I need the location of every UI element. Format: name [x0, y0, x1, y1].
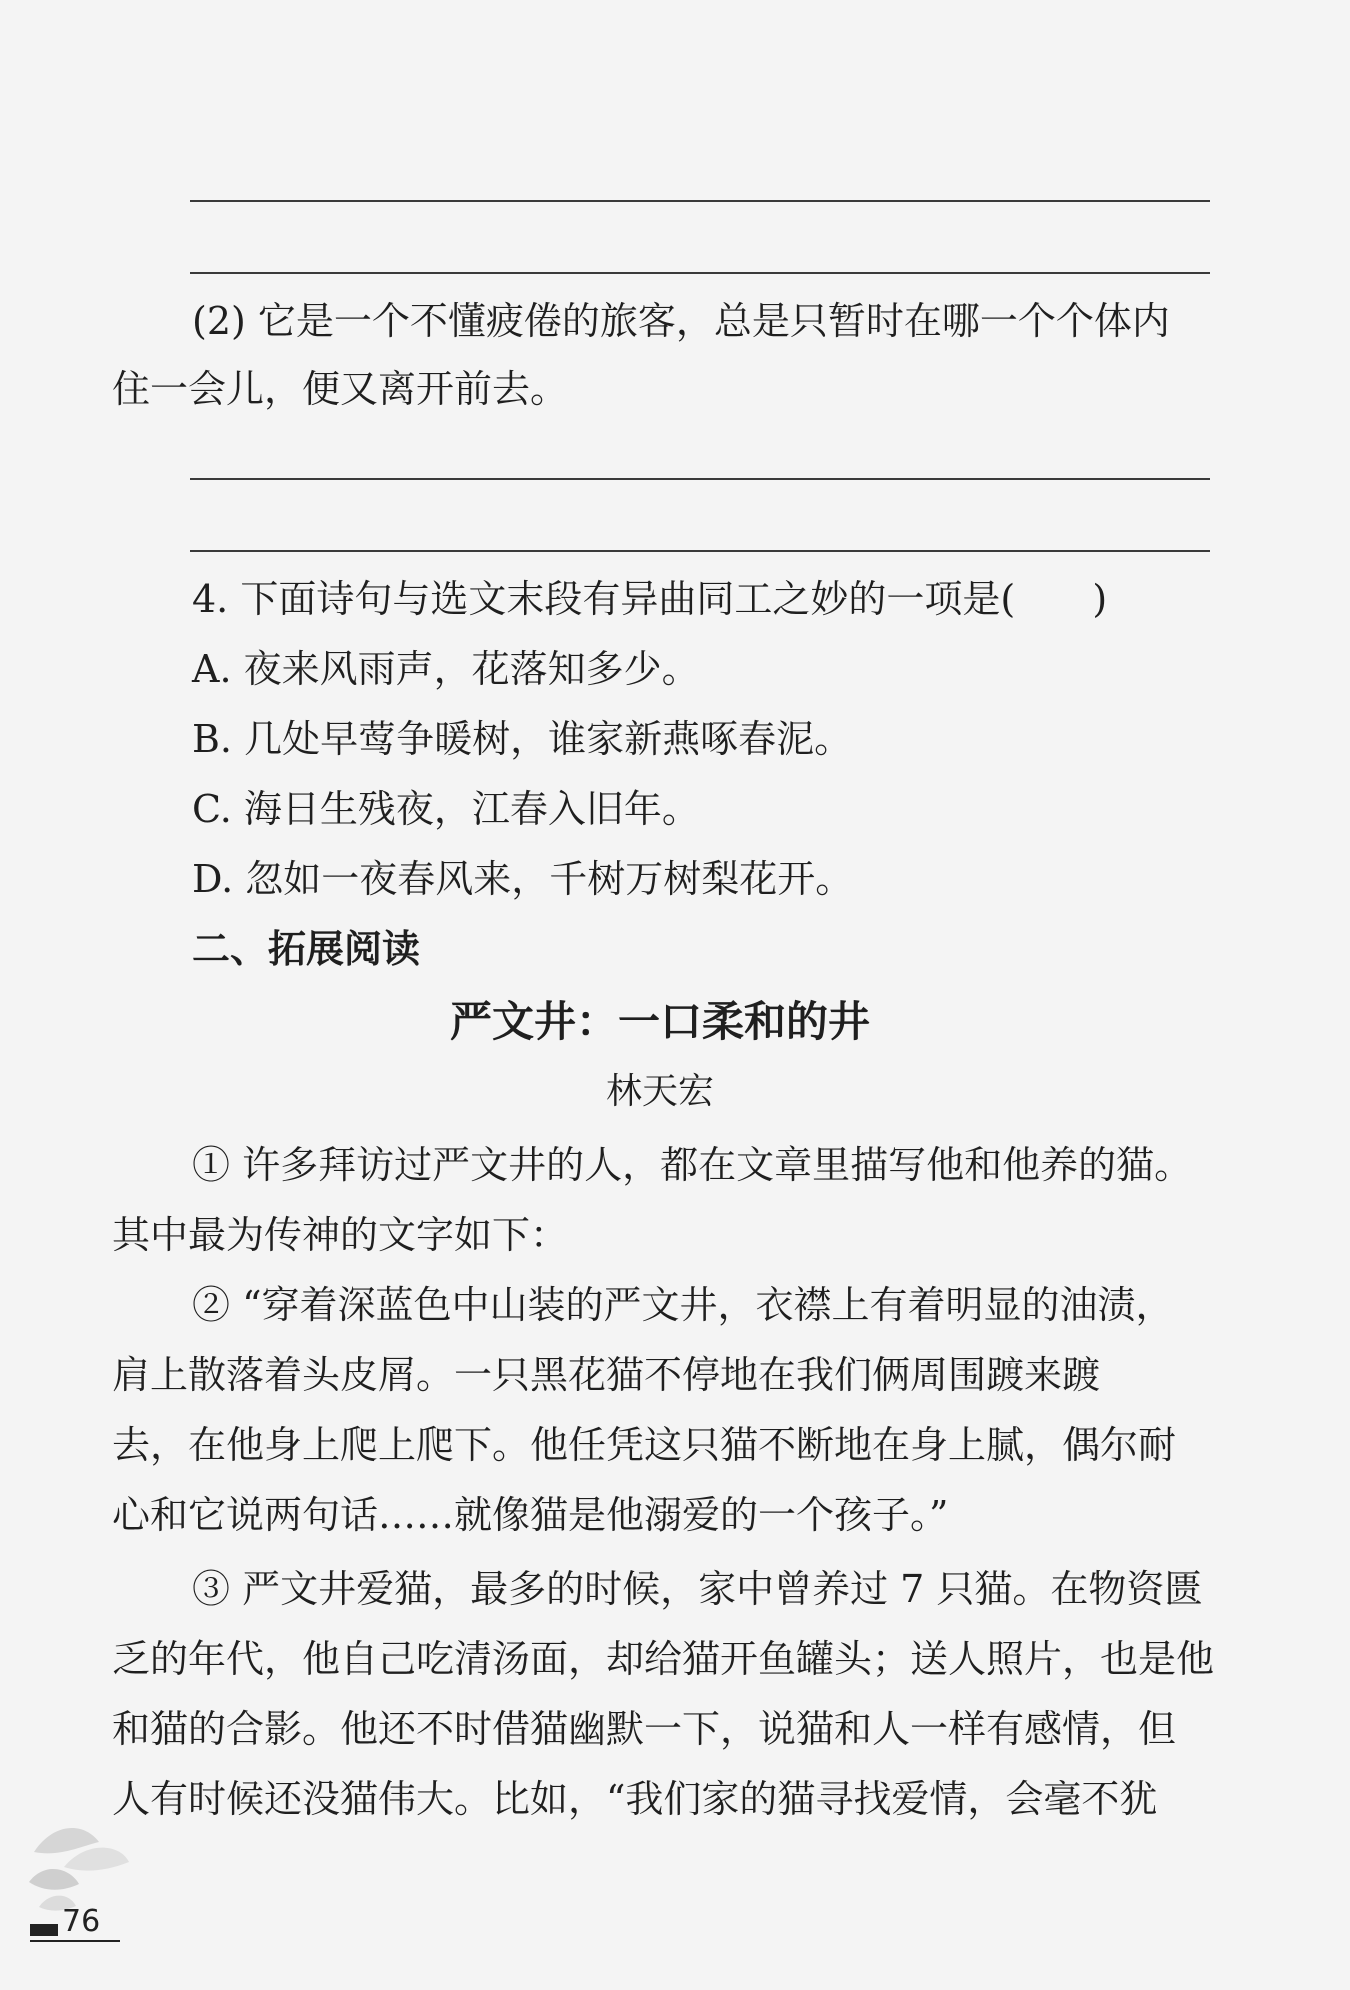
answer-line-2 — [190, 272, 1210, 274]
question-2-line-1: (2) 它是一个不懂疲倦的旅客，总是只暂时在哪一个个体内 — [192, 299, 1170, 343]
article-line: 肩上散落着头皮屑。一只黑花猫不停地在我们俩周围踱来踱 — [112, 1353, 1101, 1397]
option-b: B. 几处早莺争暖树，谁家新燕啄春泥。 — [192, 717, 853, 761]
question-4-text: 4. 下面诗句与选文末段有异曲同工之妙的一项是( — [192, 577, 1016, 621]
article-line: 乏的年代，他自己吃清汤面，却给猫开鱼罐头；送人照片，也是他 — [112, 1637, 1215, 1681]
article-line: ① 许多拜访过严文井的人，都在文章里描写他和他养的猫。 — [192, 1143, 1193, 1187]
article-line: 心和它说两句话……就像猫是他溺爱的一个孩子。” — [112, 1493, 949, 1537]
answer-line-3 — [190, 478, 1210, 480]
article-line: 人有时候还没猫伟大。比如，“我们家的猫寻找爱情，会毫不犹 — [112, 1777, 1158, 1821]
section-heading: 二、拓展阅读 — [192, 927, 421, 971]
article-author: 林天宏 — [605, 1071, 714, 1112]
option-d: D. 忽如一夜春风来，千树万树梨花开。 — [192, 857, 854, 901]
question-2-line-2: 住一会儿，便又离开前去。 — [112, 367, 569, 411]
article-line: 和猫的合影。他还不时借猫幽默一下，说猫和人一样有感情，但 — [112, 1707, 1177, 1751]
answer-line-1 — [190, 200, 1210, 202]
page-number-rule — [30, 1940, 120, 1942]
article-line: 其中最为传神的文字如下： — [112, 1213, 569, 1257]
article-line: ③ 严文井爱猫，最多的时候，家中曾养过 7 只猫。在物资匮 — [192, 1567, 1203, 1611]
option-c: C. 海日生残夜，江春入旧年。 — [192, 787, 700, 831]
answer-line-4 — [190, 550, 1210, 552]
question-4-stem — [192, 576, 1107, 622]
page-number-mark — [30, 1924, 58, 1936]
page-number: 76 — [62, 1904, 101, 1939]
article-line: ② “穿着深蓝色中山装的严文井，衣襟上有着明显的油渍， — [192, 1283, 1174, 1327]
article-title: 严文井：一口柔和的井 — [449, 997, 870, 1046]
answer-bracket-close: ) — [1092, 577, 1108, 621]
option-a: A. 夜来风雨声，花落知多少。 — [192, 647, 700, 691]
article-line: 去，在他身上爬上爬下。他任凭这只猫不断地在身上腻，偶尔耐 — [112, 1423, 1177, 1467]
